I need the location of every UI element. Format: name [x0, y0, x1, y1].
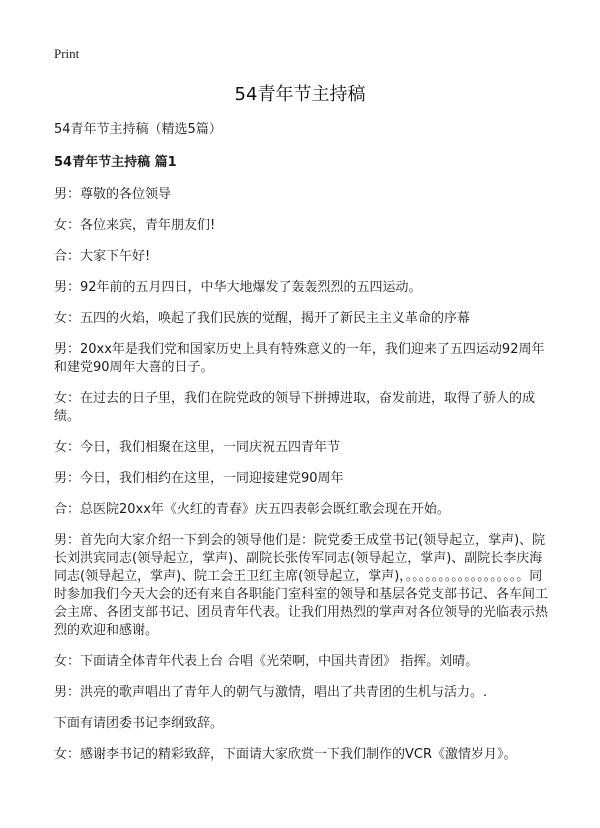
paragraph: 下面有请团委书记李纲致辞。: [54, 716, 224, 731]
document-title: 54青年节主持稿: [234, 84, 366, 105]
paragraph: 女：各位来宾，青年朋友们!: [54, 218, 216, 233]
paragraph: 男：洪亮的歌声唱出了青年人的朝气与激情，唱出了共青团的生机与活力。.: [54, 685, 488, 700]
paragraph: 男：92年前的五月四日，中华大地爆发了轰轰烈烈的五四运动。: [54, 280, 422, 295]
document-subtitle: 54青年节主持稿（精选5篇）: [54, 122, 222, 137]
document-body: [54, 121, 548, 777]
paragraph: 女：下面请全体青年代表上台 合唱《光荣啊，中国共青团》 指挥。刘晴。: [54, 654, 479, 669]
section-heading: 54青年节主持稿 篇1: [54, 155, 177, 170]
paragraph: 男：20xx年是我们党和国家历史上具有特殊意义的一年，我们迎来了五四运动92周年和建党90周年大喜的日子。: [54, 342, 545, 375]
paragraph: 男：今日，我们相约在这里，一同迎接建党90周年: [54, 471, 344, 486]
print-link[interactable]: Print: [54, 46, 80, 61]
paragraph: 女：感谢李书记的精彩致辞，下面请大家欣赏一下我们制作的VCR《激情岁月》。: [54, 747, 517, 762]
paragraph: 女：五四的火焰，唤起了我们民族的觉醒，揭开了新民主主义革命的序幕: [54, 311, 471, 326]
paragraph: 男：首先向大家介绍一下到会的领导他们是：院党委王成堂书记(领导起立，掌声)、院长刘洪宾同志(领导起立，掌声)、副院长张传军同志(领导起立，掌声)、副院长李庆海同志(领导起立，掌声)、院工会王卫红主席(领导起立，掌声)，。。。。。。。。。。。。。。。。。。同时参加我们今天大会的还有来自各职能门室科室的领导和基层各党支部书记、各车间工会主席、各团支部书记、团员青年代表。让我们用热烈的掌声对各位领导的光临表示热烈的欢迎和感谢。: [54, 533, 549, 638]
paragraph: 合：大家下午好!: [54, 249, 151, 264]
paragraph: 女：今日，我们相聚在这里，一同庆祝五四青年节: [54, 440, 341, 455]
paragraph: 男：尊敬的各位领导: [54, 187, 172, 202]
paragraph: 女：在过去的日子里，我们在院党政的领导下拼搏进取，奋发前进，取得了骄人的成绩。: [54, 391, 536, 424]
paragraph: 合：总医院20xx年《火红的青春》庆五四表彰会既红歌会现在开始。: [54, 502, 450, 517]
